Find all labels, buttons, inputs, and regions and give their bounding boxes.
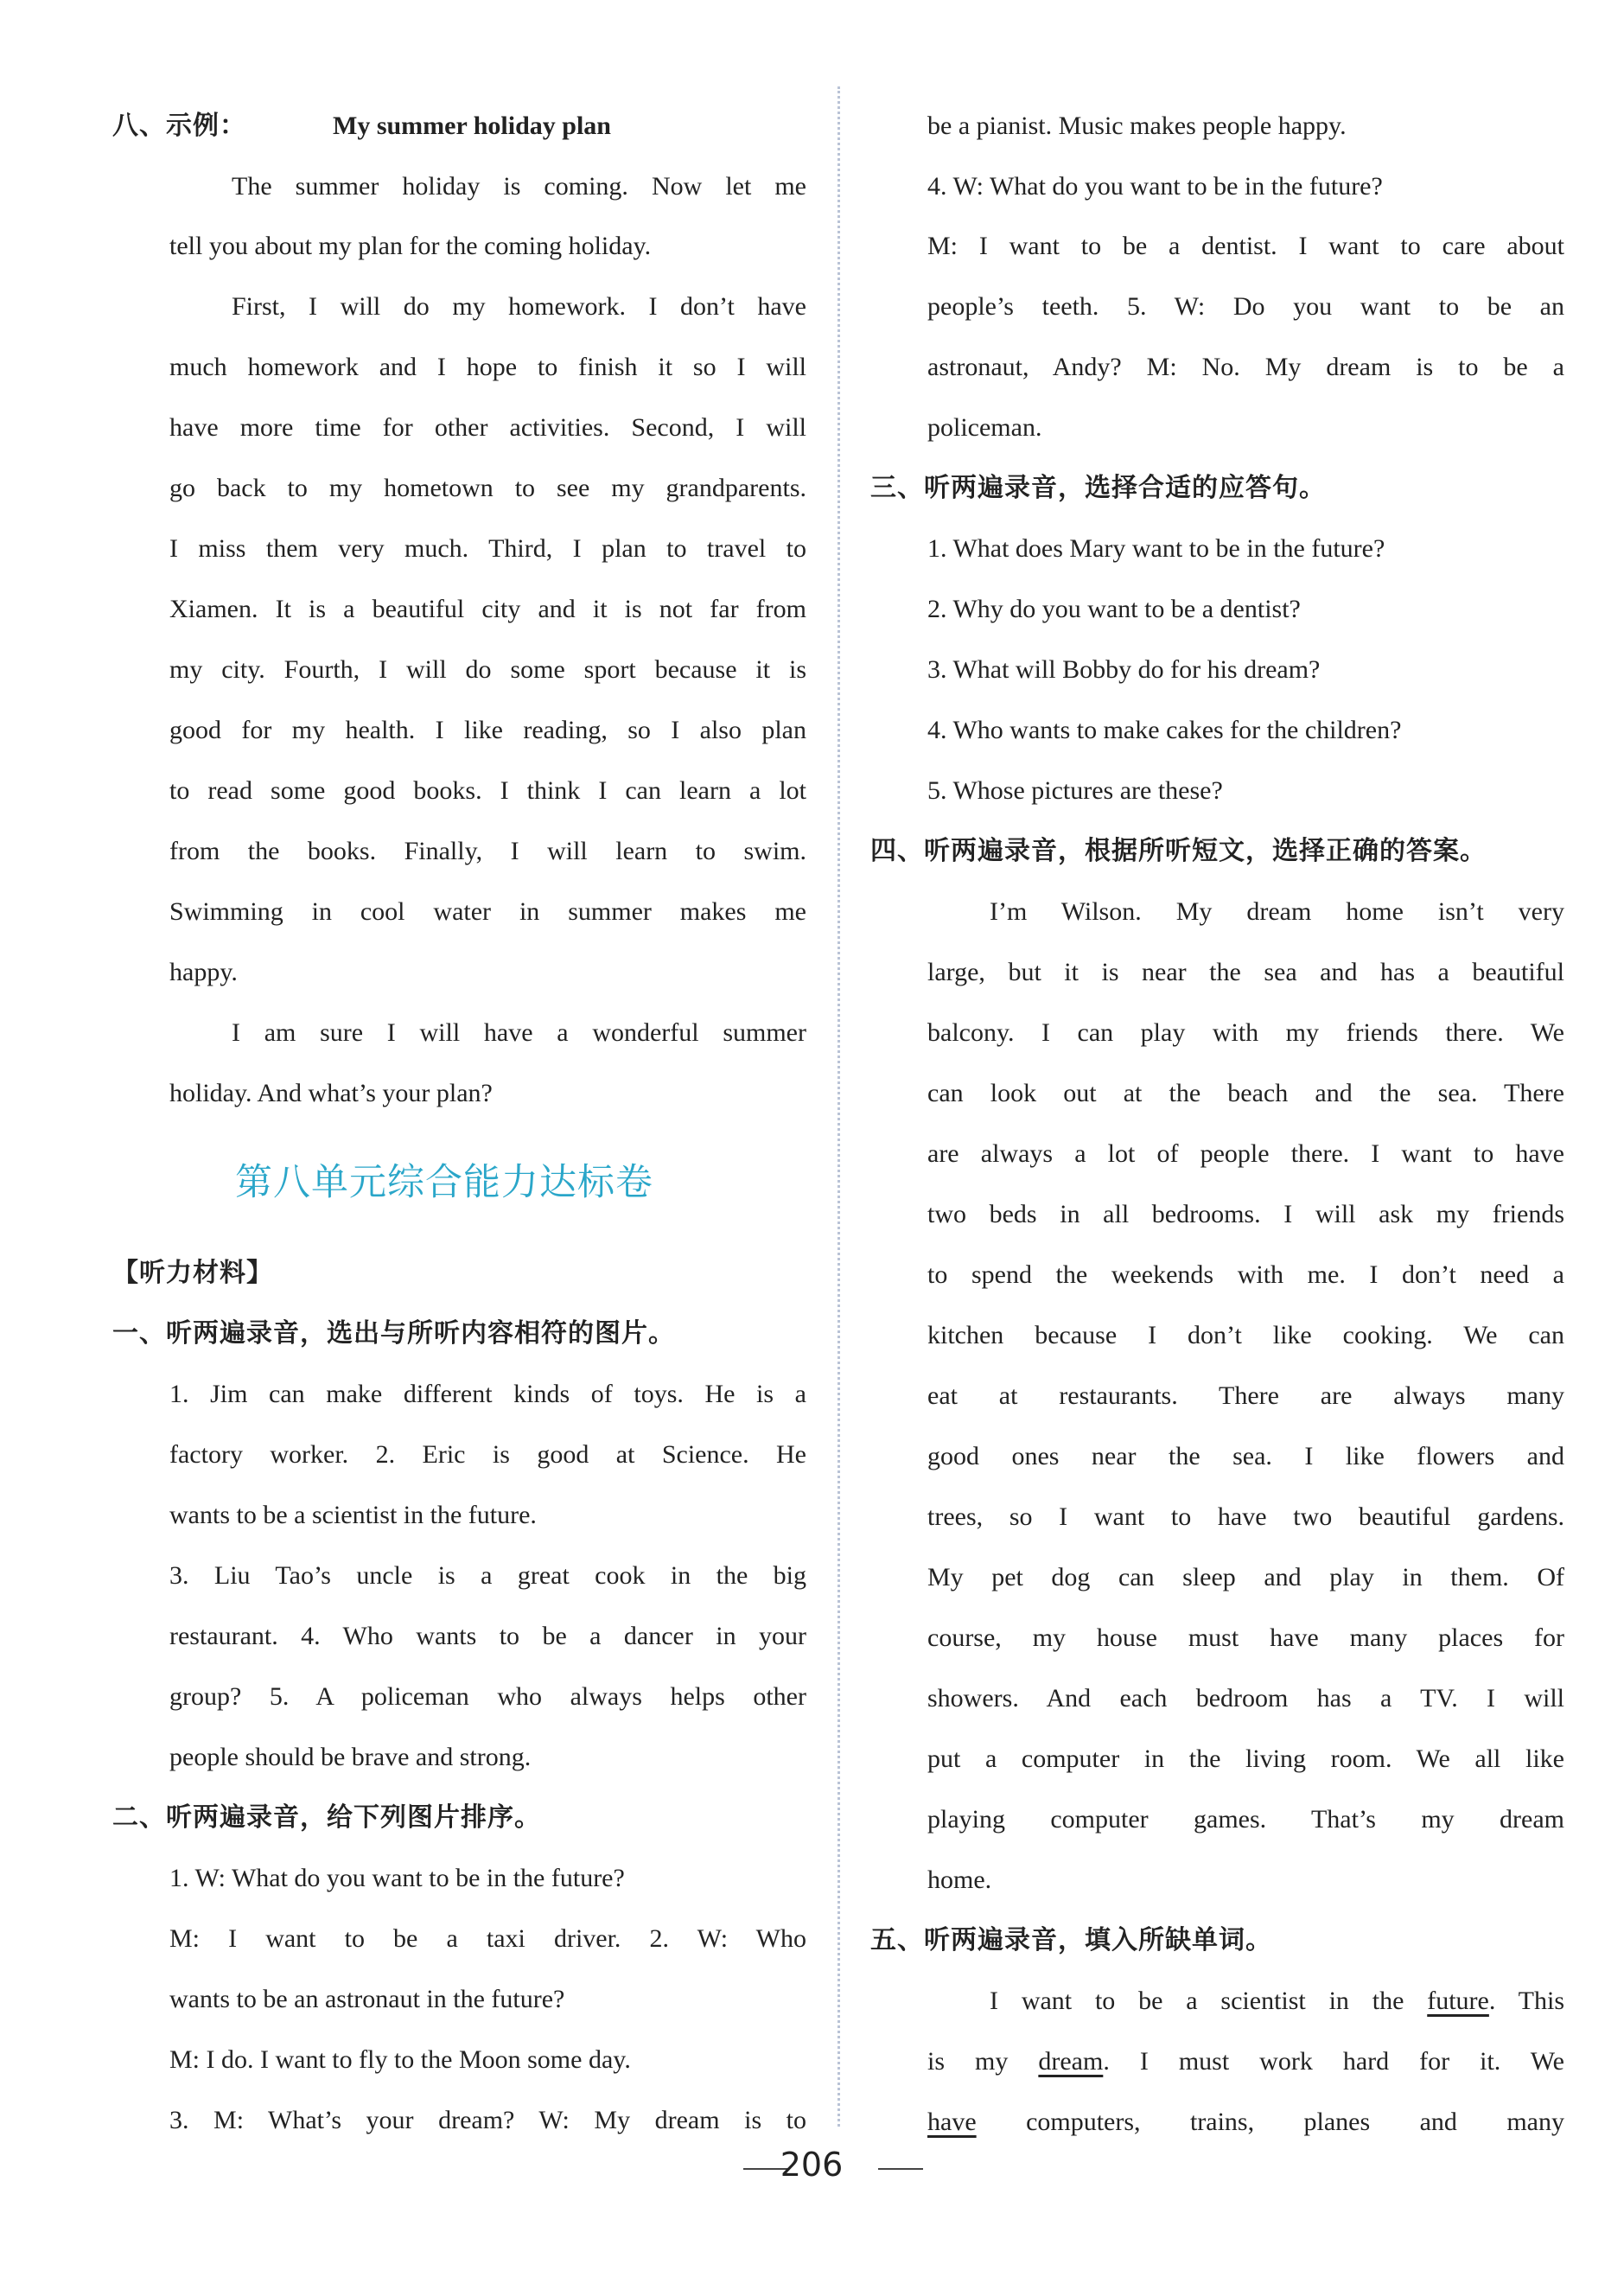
page-number-dash-right — [878, 2168, 923, 2170]
essay-line: First, I will do my homework. I don’t have — [232, 292, 806, 321]
q4-line: My pet dog can sleep and play in them. Of — [927, 1563, 1564, 1591]
q3-line: 3. What will Bobby do for his dream? — [927, 655, 1321, 684]
q4-line: home. — [927, 1866, 992, 1894]
q5-line: I want to be a scientist in the future. This — [990, 1987, 1564, 2015]
q2-cont-line: M: I want to be a dentist. I want to care about — [927, 232, 1564, 260]
q4-line: playing computer games. That’s my dream — [927, 1805, 1564, 1834]
page-number: 206 — [780, 2146, 844, 2184]
filled-blank: have — [927, 2108, 977, 2136]
q3-line: 2. Why do you want to be a dentist? — [927, 595, 1301, 623]
q1-header: 一、听两遍录音，选出与所听内容相符的图片。 — [112, 1318, 675, 1349]
q3-line: 5. Whose pictures are these? — [927, 776, 1223, 805]
q2-cont-line: people’s teeth. 5. W: Do you want to be an — [927, 292, 1564, 321]
essay-line: The summer holiday is coming. Now let me — [232, 172, 806, 201]
unit-title: 第八单元综合能力达标卷 — [235, 1161, 653, 1204]
column-divider — [837, 86, 840, 2127]
q2-line: M: I do. I want to fly to the Moon some day. — [169, 2045, 631, 2074]
q5-line: have computers, trains, planes and many — [927, 2108, 1564, 2136]
q2-line: 3. M: What’s your dream? W: My dream is to — [169, 2106, 806, 2134]
essay-header-label: 八、示例： — [112, 111, 246, 141]
q1-line: 3. Liu Tao’s uncle is a great cook in the big — [169, 1561, 806, 1590]
q4-line: put a computer in the living room. We all like — [927, 1744, 1564, 1773]
q2-line: M: I want to be a taxi driver. 2. W: Who — [169, 1924, 806, 1953]
q3-line: 4. Who wants to make cakes for the children? — [927, 716, 1402, 744]
q2-cont-line: 4. W: What do you want to be in the future? — [927, 172, 1383, 201]
q4-line: can look out at the beach and the sea. There — [927, 1079, 1564, 1107]
essay-line: tell you about my plan for the coming holiday. — [169, 232, 652, 260]
q4-line: I’m Wilson. My dream home isn’t very — [990, 897, 1564, 926]
q1-line: restaurant. 4. Who wants to be a dancer in your — [169, 1622, 806, 1650]
essay-line: from the books. Finally, I will learn to swim. — [169, 837, 806, 865]
q3-line: 1. What does Mary want to be in the future? — [927, 534, 1385, 563]
q4-line: large, but it is near the sea and has a beautiful — [927, 958, 1564, 986]
q4-line: are always a lot of people there. I want to have — [927, 1139, 1564, 1168]
q4-line: course, my house must have many places for — [927, 1623, 1564, 1652]
q2-cont-line: policeman. — [927, 413, 1042, 442]
q4-line: showers. And each bedroom has a TV. I will — [927, 1684, 1564, 1713]
q2-cont-line: astronaut, Andy? M: No. My dream is to be a — [927, 353, 1564, 381]
essay-line: Swimming in cool water in summer makes me — [169, 897, 806, 926]
q1-line: group? 5. A policeman who always helps other — [169, 1682, 806, 1711]
q5-header: 五、听两遍录音，填入所缺单词。 — [870, 1925, 1272, 1955]
essay-line: much homework and I hope to finish it so I will — [169, 353, 806, 381]
q1-line: 1. Jim can make different kinds of toys. He is a — [169, 1380, 806, 1408]
q4-line: two beds in all bedrooms. I will ask my friends — [927, 1200, 1564, 1228]
q4-line: balcony. I can play with my friends there. We — [927, 1018, 1564, 1047]
essay-line: holiday. And what’s your plan? — [169, 1079, 493, 1107]
essay-line: have more time for other activities. Second, I will — [169, 413, 806, 442]
essay-line: happy. — [169, 958, 238, 986]
q3-header: 三、听两遍录音，选择合适的应答句。 — [870, 473, 1326, 503]
essay-header — [112, 109, 611, 144]
q5-line: is my dream. I must work hard for it. We — [927, 2047, 1564, 2076]
essay-line: Xiamen. It is a beautiful city and it is not far from — [169, 595, 806, 623]
essay-line: go back to my hometown to see my grandparents. — [169, 474, 806, 502]
q1-line: factory worker. 2. Eric is good at Science. He — [169, 1440, 806, 1469]
q2-cont-line: be a pianist. Music makes people happy. — [927, 112, 1347, 140]
essay-line: I miss them very much. Third, I plan to travel to — [169, 534, 806, 563]
q2-header: 二、听两遍录音，给下列图片排序。 — [112, 1802, 541, 1833]
essay-line: I am sure I will have a wonderful summer — [232, 1018, 806, 1047]
q2-line: 1. W: What do you want to be in the future? — [169, 1864, 625, 1892]
filled-blank: dream — [1038, 2047, 1104, 2076]
q1-line: people should be brave and strong. — [169, 1743, 532, 1771]
essay-line: good for my health. I like reading, so I also plan — [169, 716, 806, 744]
q4-line: eat at restaurants. There are always many — [927, 1381, 1564, 1410]
q4-line: trees, so I want to have two beautiful gardens. — [927, 1502, 1564, 1531]
essay-line: to read some good books. I think I can learn a lot — [169, 776, 806, 805]
q1-line: wants to be a scientist in the future. — [169, 1501, 537, 1529]
q2-line: wants to be an astronaut in the future? — [169, 1985, 565, 2013]
q4-line: kitchen because I don’t like cooking. We can — [927, 1321, 1564, 1349]
essay-title: My summer holiday plan — [333, 112, 611, 140]
filled-blank: future — [1427, 1987, 1489, 2015]
listening-label: 【听力材料】 — [112, 1258, 273, 1288]
q4-line: to spend the weekends with me. I don’t need a — [927, 1260, 1564, 1289]
q4-header: 四、听两遍录音，根据所听短文，选择正确的答案。 — [870, 836, 1487, 866]
essay-line: my city. Fourth, I will do some sport because it is — [169, 655, 806, 684]
q4-line: good ones near the sea. I like flowers and — [927, 1442, 1564, 1470]
